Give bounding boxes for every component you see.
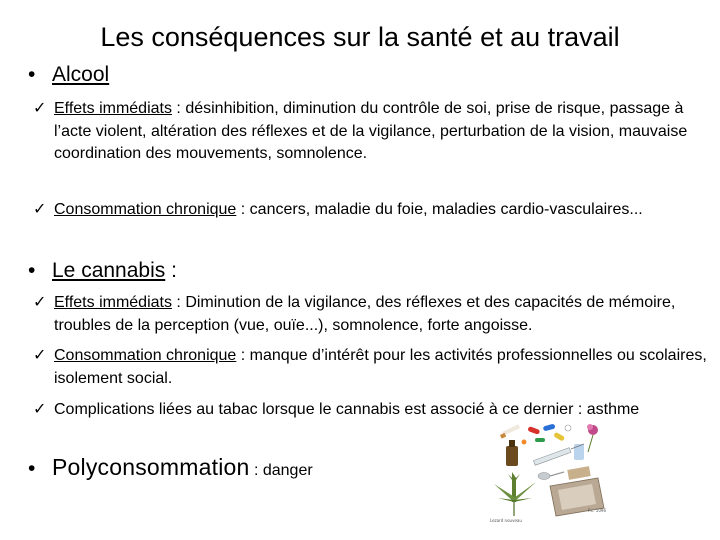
section-heading-text: Le cannabis bbox=[52, 259, 166, 282]
item-text: Diminution de la vigilance, des réflexes et des capacités de mémoire, troubles de la perception (vue, ouïe...), somnolence, forte angoisse. bbox=[54, 294, 676, 334]
list-item-cannabis-chronic bbox=[33, 345, 717, 390]
slide-title: Les conséquences sur la santé et au travail bbox=[100, 22, 620, 52]
check-icon: ✓ bbox=[33, 201, 47, 218]
bullet-glyph: • bbox=[28, 457, 36, 480]
list-item-alcool-immediate bbox=[33, 98, 717, 166]
cigarette-icon bbox=[500, 424, 520, 438]
section-heading-suffix: : bbox=[165, 259, 177, 282]
check-icon: ✓ bbox=[33, 100, 47, 117]
section-heading-suffix: : danger bbox=[249, 462, 313, 479]
section-heading-polyconsommation bbox=[28, 454, 313, 484]
section-heading-alcool bbox=[28, 62, 109, 88]
item-text: manque d’intérêt pour les activités professionnelles ou scolaires, isolement social. bbox=[54, 347, 707, 387]
spoon-icon bbox=[538, 472, 564, 480]
clipart-caption-right: P.c. 1096 bbox=[588, 508, 606, 513]
item-separator: : bbox=[236, 347, 250, 364]
item-text: désinhibition, diminution du contrôle de soi, prise de risque, passage à l’acte violent, altération des réflexes et de la vigilance, perturbation de la vision, mauvaise coordination des mouvements, somnolence. bbox=[54, 100, 688, 162]
check-icon: ✓ bbox=[33, 347, 47, 364]
item-label: Effets immédiats bbox=[54, 294, 172, 311]
item-text: cancers, maladie du foie, maladies cardio-vasculaires... bbox=[249, 201, 643, 218]
clipart-caption-left: Lezard nouveau bbox=[490, 518, 522, 523]
bullet-glyph: • bbox=[28, 259, 36, 282]
check-icon: ✓ bbox=[33, 294, 47, 311]
section-heading-text: Polyconsommation bbox=[52, 454, 250, 480]
bottle-icon bbox=[506, 440, 584, 466]
list-item-cannabis-tobacco bbox=[33, 399, 653, 422]
item-separator: : bbox=[236, 201, 250, 218]
drugs-collage-image bbox=[488, 420, 610, 525]
item-label: Consommation chronique bbox=[54, 201, 237, 218]
item-separator: : bbox=[171, 100, 186, 117]
list-item-alcool-chronic bbox=[33, 199, 717, 222]
list-item-cannabis-immediate bbox=[33, 292, 717, 337]
item-label: Consommation chronique bbox=[54, 347, 237, 364]
cannabis-leaf-icon bbox=[494, 472, 536, 516]
pill-icon bbox=[522, 424, 572, 445]
check-icon: ✓ bbox=[33, 401, 47, 418]
item-text: Complications liées au tabac lorsque le cannabis est associé à ce dernier : asthme bbox=[54, 401, 640, 418]
flower-icon bbox=[587, 424, 598, 452]
item-label: Effets immédiats bbox=[54, 100, 172, 117]
item-separator: : bbox=[171, 294, 186, 311]
section-heading-cannabis bbox=[28, 258, 177, 284]
bullet-glyph: • bbox=[28, 63, 36, 86]
section-heading-text: Alcool bbox=[52, 63, 110, 86]
